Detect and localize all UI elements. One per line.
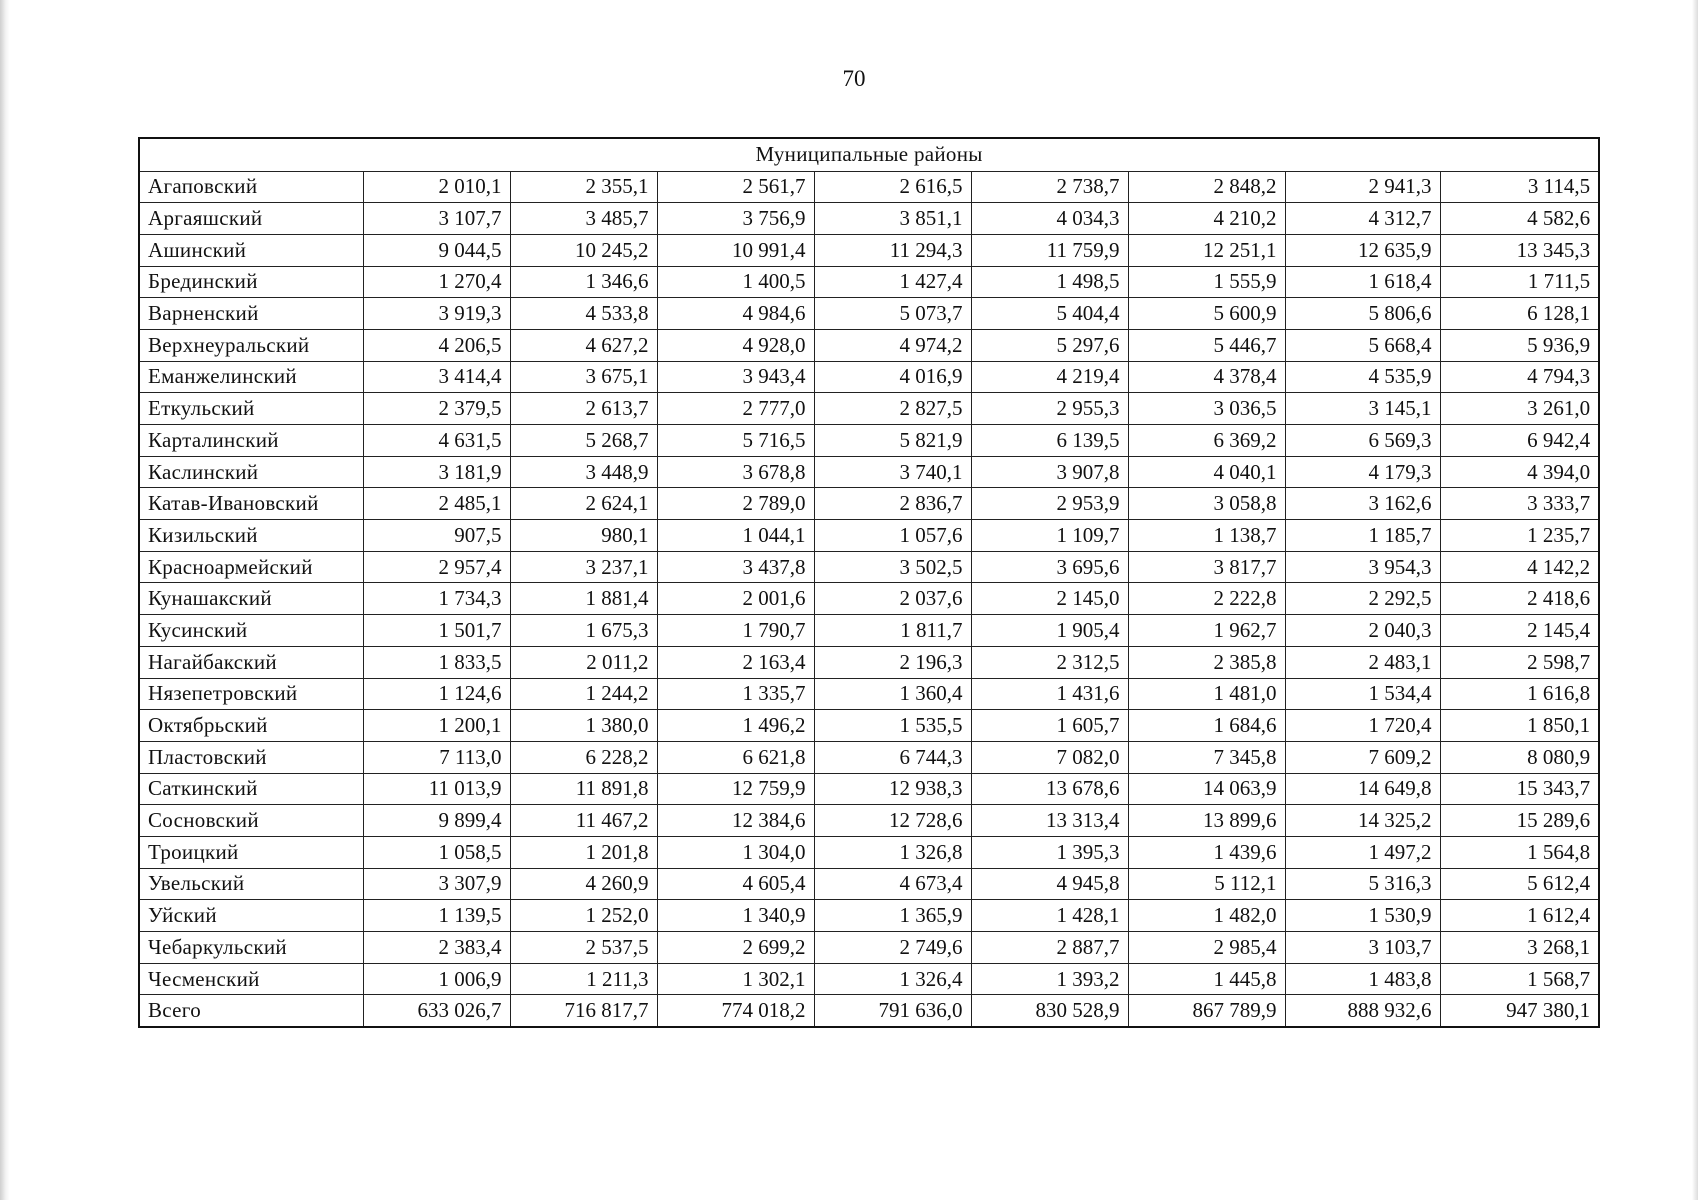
value-cell: 3 058,8 (1128, 488, 1285, 520)
value-cell: 1 734,3 (363, 583, 510, 615)
district-name: Пластовский (139, 741, 363, 773)
value-cell: 4 627,2 (510, 329, 657, 361)
value-cell: 2 836,7 (814, 488, 971, 520)
value-cell: 6 128,1 (1440, 298, 1599, 330)
value-cell: 2 379,5 (363, 393, 510, 425)
value-cell: 1 393,2 (971, 963, 1128, 995)
value-cell: 2 010,1 (363, 171, 510, 203)
value-cell: 3 437,8 (657, 551, 814, 583)
district-name: Кунашакский (139, 583, 363, 615)
district-name: Еманжелинский (139, 361, 363, 393)
value-cell: 14 649,8 (1285, 773, 1440, 805)
district-name: Катав-Ивановский (139, 488, 363, 520)
value-cell: 4 312,7 (1285, 203, 1440, 235)
value-cell: 2 616,5 (814, 171, 971, 203)
value-cell: 7 113,0 (363, 741, 510, 773)
value-cell: 4 040,1 (1128, 456, 1285, 488)
district-name: Сосновский (139, 805, 363, 837)
table-row (139, 425, 1599, 457)
value-cell: 2 598,7 (1440, 646, 1599, 678)
value-cell: 2 418,6 (1440, 583, 1599, 615)
table-row (139, 900, 1599, 932)
value-cell: 1 790,7 (657, 615, 814, 647)
value-cell: 3 036,5 (1128, 393, 1285, 425)
value-cell: 12 938,3 (814, 773, 971, 805)
value-cell: 2 312,5 (971, 646, 1128, 678)
value-cell: 14 325,2 (1285, 805, 1440, 837)
value-cell: 3 485,7 (510, 203, 657, 235)
value-cell: 2 955,3 (971, 393, 1128, 425)
value-cell: 1 360,4 (814, 678, 971, 710)
value-cell: 1 185,7 (1285, 520, 1440, 552)
value-cell: 2 040,3 (1285, 615, 1440, 647)
value-cell: 12 635,9 (1285, 234, 1440, 266)
district-name: Троицкий (139, 836, 363, 868)
value-cell: 7 345,8 (1128, 741, 1285, 773)
value-cell: 2 355,1 (510, 171, 657, 203)
value-cell: 6 744,3 (814, 741, 971, 773)
value-cell: 4 984,6 (657, 298, 814, 330)
district-name: Чесменский (139, 963, 363, 995)
value-cell: 2 941,3 (1285, 171, 1440, 203)
value-cell: 12 384,6 (657, 805, 814, 837)
table-row (139, 551, 1599, 583)
value-cell: 2 749,6 (814, 932, 971, 964)
value-cell: 13 899,6 (1128, 805, 1285, 837)
value-cell: 2 011,2 (510, 646, 657, 678)
value-cell: 5 112,1 (1128, 868, 1285, 900)
value-cell: 3 919,3 (363, 298, 510, 330)
value-cell: 12 759,9 (657, 773, 814, 805)
value-cell: 3 261,0 (1440, 393, 1599, 425)
value-cell: 3 695,6 (971, 551, 1128, 583)
value-cell: 8 080,9 (1440, 741, 1599, 773)
district-name: Каслинский (139, 456, 363, 488)
value-cell: 5 821,9 (814, 425, 971, 457)
value-cell: 2 292,5 (1285, 583, 1440, 615)
value-cell: 791 636,0 (814, 995, 971, 1027)
value-cell: 1 201,8 (510, 836, 657, 868)
value-cell: 888 932,6 (1285, 995, 1440, 1027)
table-row (139, 329, 1599, 361)
value-cell: 2 145,4 (1440, 615, 1599, 647)
value-cell: 11 294,3 (814, 234, 971, 266)
value-cell: 1 481,0 (1128, 678, 1285, 710)
table-row (139, 266, 1599, 298)
value-cell: 1 304,0 (657, 836, 814, 868)
district-name: Агаповский (139, 171, 363, 203)
value-cell: 11 467,2 (510, 805, 657, 837)
scan-right-edge (1692, 0, 1698, 1200)
value-cell: 4 034,3 (971, 203, 1128, 235)
value-cell: 1 711,5 (1440, 266, 1599, 298)
value-cell: 1 501,7 (363, 615, 510, 647)
value-cell: 6 621,8 (657, 741, 814, 773)
value-cell: 4 535,9 (1285, 361, 1440, 393)
value-cell: 1 270,4 (363, 266, 510, 298)
value-cell: 1 811,7 (814, 615, 971, 647)
value-cell: 3 103,7 (1285, 932, 1440, 964)
value-cell: 2 196,3 (814, 646, 971, 678)
value-cell: 1 335,7 (657, 678, 814, 710)
value-cell: 2 145,0 (971, 583, 1128, 615)
district-name: Красноармейский (139, 551, 363, 583)
value-cell: 5 297,6 (971, 329, 1128, 361)
value-cell: 5 612,4 (1440, 868, 1599, 900)
value-cell: 4 794,3 (1440, 361, 1599, 393)
value-cell: 4 378,4 (1128, 361, 1285, 393)
district-name: Кизильский (139, 520, 363, 552)
value-cell: 6 942,4 (1440, 425, 1599, 457)
value-cell: 1 326,4 (814, 963, 971, 995)
value-cell: 2 789,0 (657, 488, 814, 520)
value-cell: 716 817,7 (510, 995, 657, 1027)
value-cell: 2 037,6 (814, 583, 971, 615)
table-body (139, 138, 1599, 1027)
value-cell: 4 974,2 (814, 329, 971, 361)
value-cell: 7 082,0 (971, 741, 1128, 773)
value-cell: 4 394,0 (1440, 456, 1599, 488)
value-cell: 1 684,6 (1128, 710, 1285, 742)
value-cell: 4 260,9 (510, 868, 657, 900)
table-row (139, 963, 1599, 995)
value-cell: 1 006,9 (363, 963, 510, 995)
value-cell: 1 497,2 (1285, 836, 1440, 868)
table-row (139, 710, 1599, 742)
value-cell: 1 109,7 (971, 520, 1128, 552)
table-row (139, 805, 1599, 837)
data-table-container (138, 137, 1598, 1028)
district-name: Ашинский (139, 234, 363, 266)
value-cell: 14 063,9 (1128, 773, 1285, 805)
value-cell: 2 738,7 (971, 171, 1128, 203)
value-cell: 11 759,9 (971, 234, 1128, 266)
value-cell: 1 568,7 (1440, 963, 1599, 995)
value-cell: 1 326,8 (814, 836, 971, 868)
value-cell: 1 675,3 (510, 615, 657, 647)
value-cell: 1 534,4 (1285, 678, 1440, 710)
value-cell: 2 163,4 (657, 646, 814, 678)
table-row (139, 203, 1599, 235)
value-cell: 2 957,4 (363, 551, 510, 583)
page-number: 70 (842, 66, 866, 91)
value-cell: 867 789,9 (1128, 995, 1285, 1027)
value-cell: 1 483,8 (1285, 963, 1440, 995)
value-cell: 2 385,8 (1128, 646, 1285, 678)
value-cell: 4 673,4 (814, 868, 971, 900)
value-cell: 3 448,9 (510, 456, 657, 488)
section-title: Муниципальные районы (139, 138, 1599, 171)
value-cell: 15 289,6 (1440, 805, 1599, 837)
value-cell: 5 073,7 (814, 298, 971, 330)
value-cell: 1 618,4 (1285, 266, 1440, 298)
table-row (139, 393, 1599, 425)
table-row (139, 773, 1599, 805)
value-cell: 1 439,6 (1128, 836, 1285, 868)
value-cell: 2 887,7 (971, 932, 1128, 964)
value-cell: 5 316,3 (1285, 868, 1440, 900)
value-cell: 6 228,2 (510, 741, 657, 773)
table-row (139, 868, 1599, 900)
district-name: Нязепетровский (139, 678, 363, 710)
value-cell: 4 582,6 (1440, 203, 1599, 235)
value-cell: 1 496,2 (657, 710, 814, 742)
value-cell: 2 485,1 (363, 488, 510, 520)
district-name: Варненский (139, 298, 363, 330)
value-cell: 1 139,5 (363, 900, 510, 932)
value-cell: 5 936,9 (1440, 329, 1599, 361)
value-cell: 1 340,9 (657, 900, 814, 932)
value-cell: 1 395,3 (971, 836, 1128, 868)
total-row (139, 995, 1599, 1027)
value-cell: 15 343,7 (1440, 773, 1599, 805)
value-cell: 1 365,9 (814, 900, 971, 932)
table-row (139, 488, 1599, 520)
value-cell: 1 564,8 (1440, 836, 1599, 868)
table-row (139, 741, 1599, 773)
value-cell: 7 609,2 (1285, 741, 1440, 773)
value-cell: 3 307,9 (363, 868, 510, 900)
value-cell: 10 245,2 (510, 234, 657, 266)
value-cell: 1 905,4 (971, 615, 1128, 647)
value-cell: 4 206,5 (363, 329, 510, 361)
value-cell: 1 235,7 (1440, 520, 1599, 552)
value-cell: 907,5 (363, 520, 510, 552)
value-cell: 1 535,5 (814, 710, 971, 742)
district-name: Еткульский (139, 393, 363, 425)
value-cell: 6 139,5 (971, 425, 1128, 457)
value-cell: 2 953,9 (971, 488, 1128, 520)
value-cell: 1 428,1 (971, 900, 1128, 932)
value-cell: 1 445,8 (1128, 963, 1285, 995)
value-cell: 3 107,7 (363, 203, 510, 235)
value-cell: 1 346,6 (510, 266, 657, 298)
district-name: Уйский (139, 900, 363, 932)
value-cell: 1 605,7 (971, 710, 1128, 742)
value-cell: 5 268,7 (510, 425, 657, 457)
value-cell: 2 537,5 (510, 932, 657, 964)
value-cell: 9 899,4 (363, 805, 510, 837)
value-cell: 10 991,4 (657, 234, 814, 266)
value-cell: 2 613,7 (510, 393, 657, 425)
value-cell: 12 251,1 (1128, 234, 1285, 266)
value-cell: 13 313,4 (971, 805, 1128, 837)
district-name: Саткинский (139, 773, 363, 805)
value-cell: 3 678,8 (657, 456, 814, 488)
data-table (138, 137, 1600, 1028)
value-cell: 3 907,8 (971, 456, 1128, 488)
value-cell: 11 891,8 (510, 773, 657, 805)
value-cell: 1 881,4 (510, 583, 657, 615)
value-cell: 2 561,7 (657, 171, 814, 203)
value-cell: 3 817,7 (1128, 551, 1285, 583)
value-cell: 830 528,9 (971, 995, 1128, 1027)
value-cell: 1 057,6 (814, 520, 971, 552)
value-cell: 4 016,9 (814, 361, 971, 393)
value-cell: 6 369,2 (1128, 425, 1285, 457)
value-cell: 1 211,3 (510, 963, 657, 995)
value-cell: 4 945,8 (971, 868, 1128, 900)
district-name: Карталинский (139, 425, 363, 457)
value-cell: 1 720,4 (1285, 710, 1440, 742)
value-cell: 2 827,5 (814, 393, 971, 425)
value-cell: 2 222,8 (1128, 583, 1285, 615)
value-cell: 3 851,1 (814, 203, 971, 235)
table-row (139, 583, 1599, 615)
value-cell: 3 943,4 (657, 361, 814, 393)
value-cell: 1 962,7 (1128, 615, 1285, 647)
value-cell: 3 268,1 (1440, 932, 1599, 964)
value-cell: 3 333,7 (1440, 488, 1599, 520)
value-cell: 1 555,9 (1128, 266, 1285, 298)
value-cell: 1 252,0 (510, 900, 657, 932)
district-name: Кусинский (139, 615, 363, 647)
scan-binding-edge (0, 0, 10, 1200)
value-cell: 1 058,5 (363, 836, 510, 868)
value-cell: 3 145,1 (1285, 393, 1440, 425)
district-name: Увельский (139, 868, 363, 900)
value-cell: 5 668,4 (1285, 329, 1440, 361)
value-cell: 3 740,1 (814, 456, 971, 488)
section-header-row (139, 138, 1599, 171)
value-cell: 3 181,9 (363, 456, 510, 488)
district-name: Нагайбакский (139, 646, 363, 678)
value-cell: 4 605,4 (657, 868, 814, 900)
district-name: Брединский (139, 266, 363, 298)
value-cell: 947 380,1 (1440, 995, 1599, 1027)
value-cell: 9 044,5 (363, 234, 510, 266)
value-cell: 3 675,1 (510, 361, 657, 393)
table-row (139, 298, 1599, 330)
district-name: Аргаяшский (139, 203, 363, 235)
table-row (139, 361, 1599, 393)
value-cell: 1 616,8 (1440, 678, 1599, 710)
value-cell: 3 954,3 (1285, 551, 1440, 583)
value-cell: 6 569,3 (1285, 425, 1440, 457)
value-cell: 1 200,1 (363, 710, 510, 742)
district-name: Октябрьский (139, 710, 363, 742)
value-cell: 4 928,0 (657, 329, 814, 361)
value-cell: 2 699,2 (657, 932, 814, 964)
value-cell: 1 380,0 (510, 710, 657, 742)
value-cell: 4 142,2 (1440, 551, 1599, 583)
table-row (139, 520, 1599, 552)
value-cell: 11 013,9 (363, 773, 510, 805)
district-name: Чебаркульский (139, 932, 363, 964)
value-cell: 3 756,9 (657, 203, 814, 235)
value-cell: 1 833,5 (363, 646, 510, 678)
value-cell: 13 678,6 (971, 773, 1128, 805)
value-cell: 4 179,3 (1285, 456, 1440, 488)
value-cell: 1 302,1 (657, 963, 814, 995)
value-cell: 1 244,2 (510, 678, 657, 710)
value-cell: 2 848,2 (1128, 171, 1285, 203)
value-cell: 2 624,1 (510, 488, 657, 520)
value-cell: 13 345,3 (1440, 234, 1599, 266)
value-cell: 1 427,4 (814, 266, 971, 298)
value-cell: 980,1 (510, 520, 657, 552)
value-cell: 3 114,5 (1440, 171, 1599, 203)
value-cell: 5 404,4 (971, 298, 1128, 330)
value-cell: 3 162,6 (1285, 488, 1440, 520)
value-cell: 1 124,6 (363, 678, 510, 710)
table-row (139, 836, 1599, 868)
value-cell: 3 237,1 (510, 551, 657, 583)
value-cell: 1 400,5 (657, 266, 814, 298)
value-cell: 4 533,8 (510, 298, 657, 330)
value-cell: 3 502,5 (814, 551, 971, 583)
table-row (139, 456, 1599, 488)
table-row (139, 678, 1599, 710)
value-cell: 1 498,5 (971, 266, 1128, 298)
value-cell: 5 600,9 (1128, 298, 1285, 330)
table-row (139, 646, 1599, 678)
table-row (139, 171, 1599, 203)
value-cell: 1 431,6 (971, 678, 1128, 710)
value-cell: 633 026,7 (363, 995, 510, 1027)
value-cell: 1 530,9 (1285, 900, 1440, 932)
value-cell: 2 777,0 (657, 393, 814, 425)
value-cell: 3 414,4 (363, 361, 510, 393)
value-cell: 1 138,7 (1128, 520, 1285, 552)
value-cell: 1 482,0 (1128, 900, 1285, 932)
table-row (139, 234, 1599, 266)
table-row (139, 615, 1599, 647)
value-cell: 4 631,5 (363, 425, 510, 457)
value-cell: 1 850,1 (1440, 710, 1599, 742)
value-cell: 5 716,5 (657, 425, 814, 457)
value-cell: 2 985,4 (1128, 932, 1285, 964)
value-cell: 5 806,6 (1285, 298, 1440, 330)
district-name: Всего (139, 995, 363, 1027)
value-cell: 5 446,7 (1128, 329, 1285, 361)
value-cell: 2 001,6 (657, 583, 814, 615)
value-cell: 4 219,4 (971, 361, 1128, 393)
value-cell: 774 018,2 (657, 995, 814, 1027)
value-cell: 1 612,4 (1440, 900, 1599, 932)
value-cell: 12 728,6 (814, 805, 971, 837)
district-name: Верхнеуральский (139, 329, 363, 361)
value-cell: 1 044,1 (657, 520, 814, 552)
value-cell: 2 483,1 (1285, 646, 1440, 678)
value-cell: 2 383,4 (363, 932, 510, 964)
value-cell: 4 210,2 (1128, 203, 1285, 235)
table-row (139, 932, 1599, 964)
